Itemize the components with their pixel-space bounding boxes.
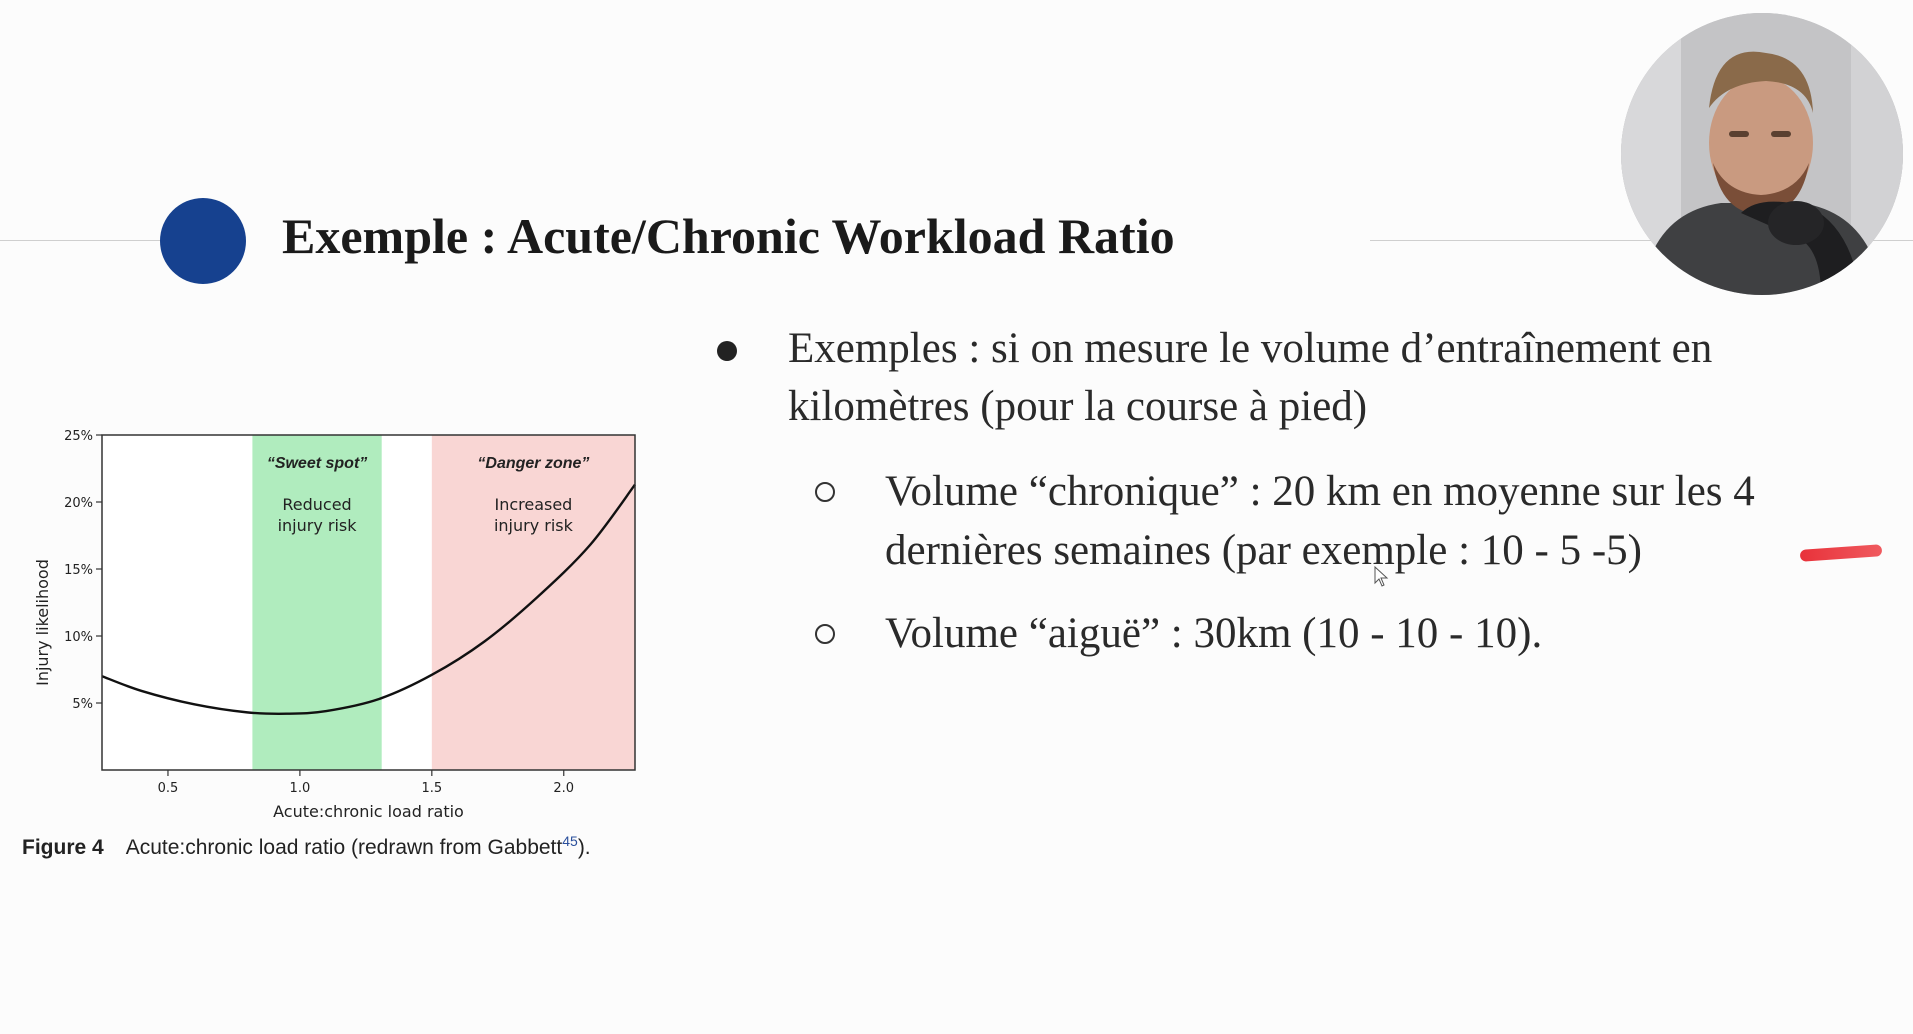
presenter-avatar-icon — [1621, 13, 1903, 295]
bullet-dot-icon — [717, 341, 737, 361]
region-sublabel: Reduced — [282, 495, 352, 514]
hollow-bullet-icon — [815, 624, 835, 644]
mouse-cursor-icon — [1374, 566, 1390, 588]
y-tick-label: 25% — [64, 429, 93, 444]
sub-bullet-text: Volume “aiguë” : 30km (10 - 10 - 10). — [885, 610, 1543, 657]
figure-label: Figure 4 — [22, 836, 104, 859]
shaded-region-1 — [432, 435, 635, 770]
x-tick-label: 2.0 — [553, 781, 575, 796]
x-tick-label: 0.5 — [157, 781, 179, 796]
y-tick-label: 15% — [64, 563, 93, 578]
y-axis-label: Injury likelihood — [33, 559, 52, 686]
x-tick-label: 1.0 — [289, 781, 311, 796]
y-tick-label: 20% — [64, 496, 93, 511]
title-bullet-dot — [160, 198, 246, 284]
figure-caption-text: Acute:chronic load ratio (redrawn from Gabbett — [125, 836, 563, 859]
x-tick-label: 1.5 — [421, 781, 443, 796]
region-label: “Danger zone” — [477, 455, 590, 472]
sub-bullet-item — [700, 462, 1795, 580]
slide-title: Exemple : Acute/Chronic Workload Ratio — [282, 208, 1175, 264]
bullet-text: Exemples : si on mesure le volume d’entraînement en kilomètres (pour la course à pied) — [788, 325, 1713, 430]
figure-caption — [22, 833, 591, 860]
hollow-bullet-icon — [815, 482, 835, 502]
region-label: “Sweet spot” — [266, 455, 368, 472]
region-sublabel: Increased — [494, 495, 573, 514]
shaded-region-0 — [252, 435, 381, 770]
sub-bullet-item — [700, 604, 1850, 663]
y-tick-label: 10% — [64, 630, 93, 645]
sub-bullet-text: Volume “chronique” : 20 km en moyenne sur les 4 dernières semaines (par exemple : 10 - 5 -5) — [885, 468, 1755, 574]
region-sublabel: injury risk — [277, 516, 357, 535]
presenter-webcam — [1621, 13, 1903, 295]
x-axis-label: Acute:chronic load ratio — [273, 802, 464, 821]
figure-reference: 45 — [562, 833, 578, 849]
acwr-chart — [20, 425, 660, 825]
figure-caption-end: ). — [577, 836, 591, 859]
bullet-list — [700, 320, 1850, 663]
bullet-item — [700, 320, 1850, 436]
figure-acwr — [20, 425, 660, 865]
region-sublabel: injury risk — [493, 516, 573, 535]
y-tick-label: 5% — [72, 697, 93, 712]
title-divider-left — [0, 240, 170, 241]
